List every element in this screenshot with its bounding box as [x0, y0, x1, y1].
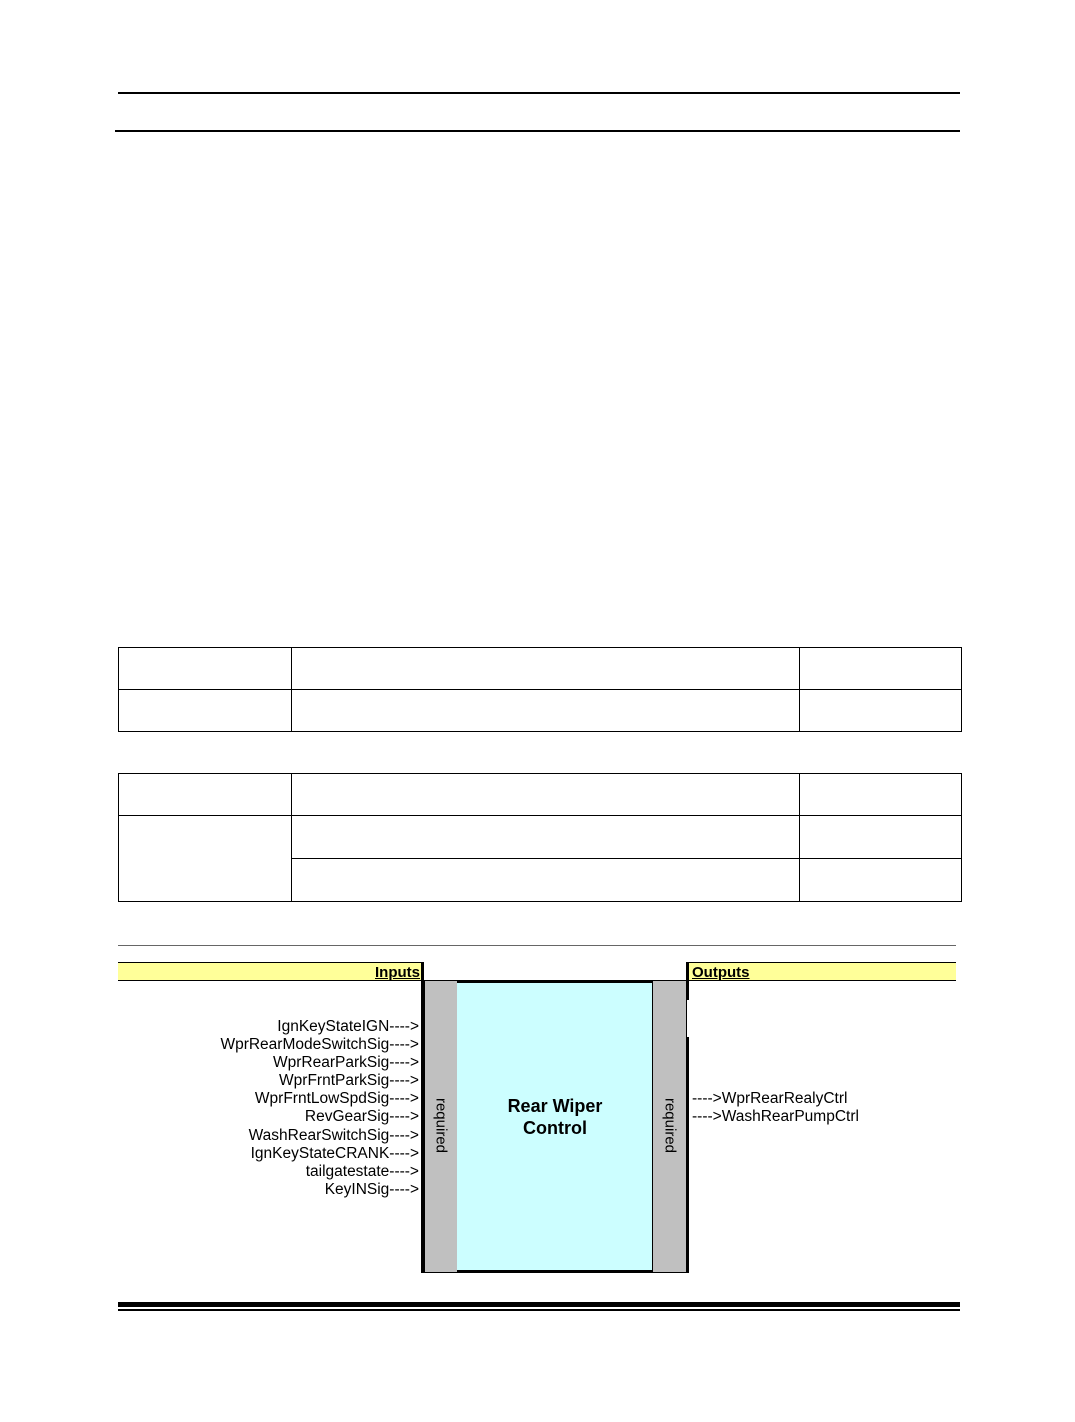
table-cell — [292, 816, 800, 859]
header-rule-top — [118, 92, 960, 94]
table-cell — [119, 774, 292, 816]
table-cell — [119, 648, 292, 690]
table-row — [119, 648, 962, 690]
input-signal: RevGearSig----> — [304, 1108, 419, 1125]
table-cell — [119, 690, 292, 732]
diagram-top-rule — [118, 945, 956, 946]
output-signal: ---->WashRearPumpCtrl — [692, 1108, 859, 1125]
input-signal: IgnKeyStateCRANK----> — [250, 1145, 419, 1162]
input-signal: WprRearModeSwitchSig----> — [220, 1036, 419, 1053]
input-signal: KeyINSig----> — [324, 1181, 419, 1198]
input-signal: tailgatestate----> — [305, 1163, 419, 1180]
footer-rule-thick — [118, 1302, 960, 1307]
table-cell — [119, 816, 292, 902]
input-signal: WashRearSwitchSig----> — [248, 1127, 419, 1144]
table-cell — [800, 859, 962, 902]
header-rule-bottom — [115, 130, 960, 132]
table-cell — [800, 690, 962, 732]
right-required-port — [652, 980, 687, 1273]
input-signal: IgnKeyStateIGN----> — [277, 1018, 419, 1035]
left-port-label: required — [432, 1097, 450, 1154]
table-cell — [292, 690, 800, 732]
table-cell — [800, 648, 962, 690]
table-cell — [800, 774, 962, 816]
left-required-port — [424, 980, 458, 1273]
rear-wiper-control-block — [457, 980, 653, 1273]
right-port-label: required — [661, 1097, 679, 1154]
block-title — [457, 1095, 653, 1139]
table-cell — [800, 816, 962, 859]
block-title-line1: Rear Wiper — [507, 1096, 603, 1116]
table-row — [119, 774, 962, 816]
output-signal: ---->WprRearRealyCtrl — [692, 1090, 848, 1107]
input-signal: WprFrntParkSig----> — [279, 1072, 419, 1089]
input-signal: WprRearParkSig----> — [273, 1054, 419, 1071]
table-cell — [292, 774, 800, 816]
input-signal: WprFrntLowSpdSig----> — [254, 1090, 419, 1107]
footer-rule-thin — [118, 1309, 960, 1311]
table-cell — [292, 648, 800, 690]
outputs-band — [689, 962, 956, 981]
empty-table-2 — [118, 773, 962, 902]
table-cell — [292, 859, 800, 902]
inputs-header: Inputs — [375, 964, 420, 981]
outputs-header: Outputs — [692, 964, 750, 981]
inputs-band — [118, 962, 423, 981]
block-title-line2: Control — [523, 1118, 587, 1138]
table-row — [119, 690, 962, 732]
empty-table-1 — [118, 647, 962, 732]
table-row — [119, 816, 962, 859]
